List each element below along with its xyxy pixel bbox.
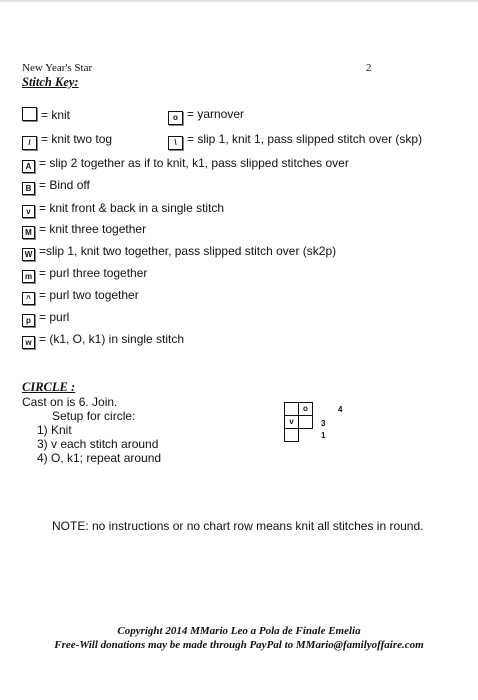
pattern-title: New Year's Star <box>22 62 93 74</box>
key-row <box>22 201 224 218</box>
top-border <box>0 0 478 2</box>
key-label: = (k1, O, k1) in single stitch <box>39 332 185 346</box>
key-label: = purl <box>39 310 70 324</box>
key-label: = knit two tog <box>41 132 113 146</box>
k1-o-k1-symbol-icon: w <box>22 336 35 349</box>
chart-cell: v <box>284 415 299 429</box>
chart-cell <box>284 428 299 442</box>
donation-line: Free-Will donations may be made through PayPal to MMario@familyoffaire.com <box>54 639 424 651</box>
circle-heading: CIRCLE : <box>22 380 76 394</box>
kfb-symbol-icon: v <box>22 205 35 218</box>
circle-instruction: 4) O, k1; repeat around <box>37 451 162 465</box>
key-row <box>22 310 69 327</box>
skp-symbol-icon: \ <box>168 136 183 150</box>
key-row-k2tog <box>22 132 112 150</box>
circle-instruction: 3) v each stitch around <box>37 437 159 451</box>
knit-symbol-icon <box>22 107 37 121</box>
key-row <box>22 244 336 261</box>
chart-cell: o <box>298 402 313 416</box>
page-number: 2 <box>366 62 372 74</box>
k3tog-symbol-icon: M <box>22 226 35 239</box>
key-row-skp <box>168 132 422 150</box>
key-label: = knit <box>41 108 71 122</box>
copyright-line: Copyright 2014 MMario Leo a Pola de Finale Emelia <box>117 625 361 637</box>
chart-row-number: 3 <box>321 419 326 428</box>
key-label: = slip 2 together as if to knit, k1, pass slipped stitches over <box>39 156 349 170</box>
key-label: = yarnover <box>187 107 245 121</box>
note-text: NOTE: no instructions or no chart row means knit all stitches in round. <box>52 519 424 533</box>
yarnover-symbol-icon: o <box>168 111 183 125</box>
key-label: = purl two together <box>39 288 139 302</box>
key-row <box>22 156 349 173</box>
key-row <box>22 178 90 195</box>
p3tog-symbol-icon: m <box>22 270 35 283</box>
bind-off-symbol-icon: B <box>22 182 35 195</box>
chart-cell <box>284 402 299 416</box>
stitch-key-heading: Stitch Key: <box>22 75 79 89</box>
chart-row-number: 4 <box>338 405 343 414</box>
key-row-knit <box>22 107 70 122</box>
key-label: = knit three together <box>39 222 147 236</box>
key-row-yarnover <box>168 107 244 125</box>
key-label: = knit front & back in a single stitch <box>39 201 225 215</box>
key-label: = purl three together <box>39 266 148 280</box>
sk2po-symbol-icon: A <box>22 160 35 173</box>
circle-instruction: Cast on is 6. Join. <box>22 395 118 409</box>
chart-row-number: 1 <box>321 431 326 440</box>
key-row <box>22 222 146 239</box>
k2tog-symbol-icon: / <box>22 136 37 150</box>
circle-instruction: Setup for circle: <box>52 409 136 423</box>
sk2p-symbol-icon: W <box>22 248 35 261</box>
key-row <box>22 266 147 283</box>
key-row <box>22 332 184 349</box>
chart-cell <box>298 415 313 429</box>
purl-symbol-icon: p <box>22 314 35 327</box>
key-label: = Bind off <box>39 178 90 192</box>
key-label: = slip 1, knit 1, pass slipped stitch over (skp) <box>187 132 423 146</box>
key-label: =slip 1, knit two together, pass slipped stitch over (sk2p) <box>39 244 337 258</box>
key-row <box>22 288 139 305</box>
circle-instruction: 1) Knit <box>37 423 72 437</box>
p2tog-symbol-icon: ^ <box>22 292 35 305</box>
